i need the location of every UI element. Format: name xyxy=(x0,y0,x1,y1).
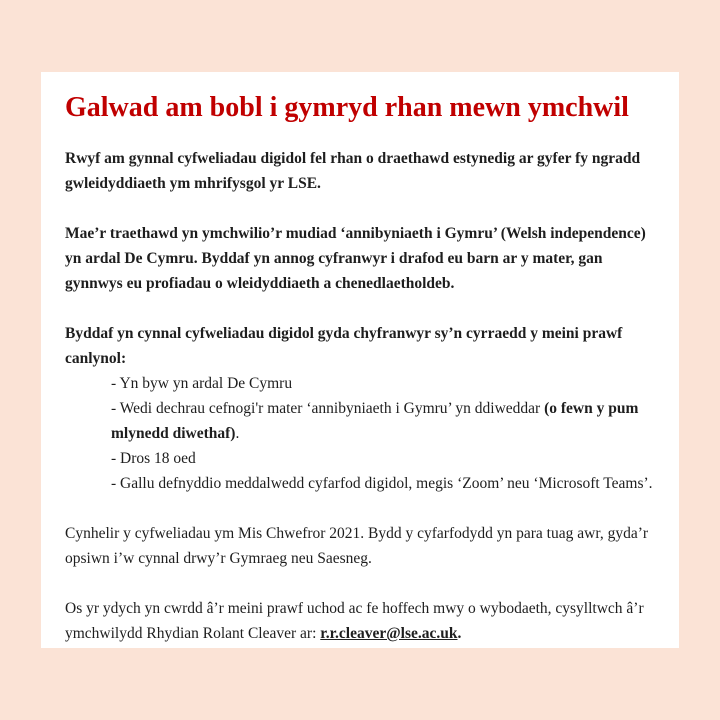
criteria-item: - Yn byw yn ardal De Cymru xyxy=(111,375,293,392)
criteria-list xyxy=(65,371,655,496)
intro-paragraph: Rwyf am gynnal cyfweliadau digidol fel rhan o draethawd estynedig ar gyfer fy ngradd gwleidyddiaeth ym mhrifysgol yr LSE. xyxy=(65,150,641,192)
criteria-item: - Dros 18 oed xyxy=(111,450,196,467)
thesis-paragraph: Mae’r traethawd yn ymchwilio’r mudiad ‘annibyniaeth i Gymru’ (Welsh independence) yn ardal De Cymru. Byddaf yn annog cyfranwyr i drafod eu barn ar y mater, gan gynnwys eu profiadau o wleidyddiaeth a chenedlaetholdeb. xyxy=(65,225,646,292)
page-title: Galwad am bobl i gymryd rhan mewn ymchwil xyxy=(65,92,629,123)
contact-paragraph xyxy=(65,596,655,646)
contact-email-link[interactable]: r.r.cleaver@lse.ac.uk xyxy=(320,625,458,642)
schedule-paragraph: Cynhelir y cyfweliadau ym Mis Chwefror 2021. Bydd y cyfarfodydd yn para tuag awr, gyda’r opsiwn i’w cynnal drwy’r Gymraeg neu Saesneg. xyxy=(65,525,649,567)
criteria-item xyxy=(111,396,655,446)
criteria-item-emphasis: (o fewn y pum mlynedd diwethaf) xyxy=(111,400,639,442)
criteria-item: - Gallu defnyddio meddalwedd cyfarfod digidol, megis ‘Zoom’ neu ‘Microsoft Teams’. xyxy=(111,475,653,492)
criteria-item-text: - Wedi dechrau cefnogi'r mater ‘annibyniaeth i Gymru’ yn ddiweddar xyxy=(111,400,545,417)
contact-end: . xyxy=(457,625,462,642)
criteria-item-end: . xyxy=(235,425,240,442)
contact-text: Os yr ydych yn cwrdd â’r meini prawf uchod ac fe hoffech mwy o wybodaeth, cysylltwch â’r ymchwilydd Rhydian Rolant Cleaver ar: xyxy=(65,600,644,642)
criteria-intro: Byddaf yn cynnal cyfweliadau digidol gyda chyfranwyr sy’n cyrraedd y meini prawf canlynol: xyxy=(65,325,623,367)
notice-card xyxy=(41,72,679,648)
